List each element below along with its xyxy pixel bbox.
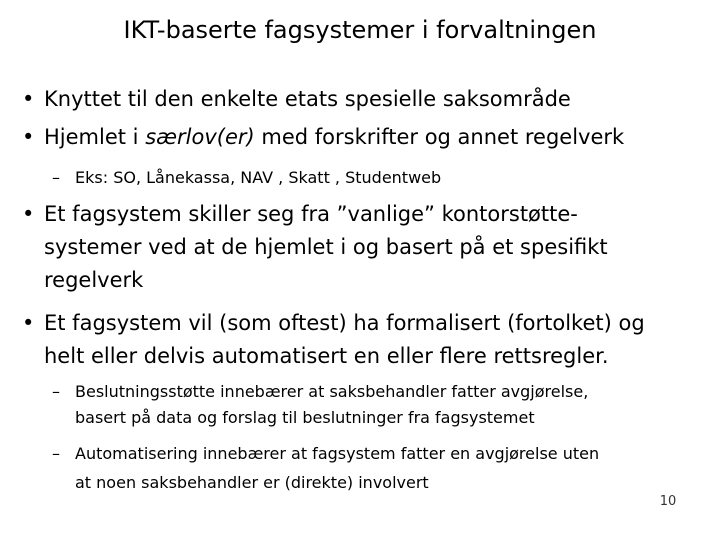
bullet-text-after: med forskrifter og annet regelverk [254, 125, 625, 149]
dash-icon: – [52, 168, 60, 187]
bullet-text-line: regelverk [44, 268, 144, 292]
bullet-text-before: Hjemlet i [44, 125, 146, 149]
bullet-icon: • [22, 87, 35, 111]
page-number: 10 [659, 494, 677, 509]
bullet-icon: • [22, 125, 35, 149]
sub-bullet-text-line: at noen saksbehandler er (direkte) involvert [75, 473, 429, 492]
bullet-text: Knyttet til den enkelte etats spesielle saksområde [44, 87, 571, 111]
sub-bullet-text: Eks: SO, Lånekassa, NAV , Skatt , Studentweb [75, 168, 442, 187]
bullet-text-line: helt eller delvis automatisert en eller flere rettsregler. [44, 344, 609, 368]
sub-bullet-text-line: Beslutningsstøtte innebærer at saksbehandler fatter avgjørelse, [75, 382, 589, 401]
dash-icon: – [52, 382, 60, 401]
bullet-text [44, 122, 624, 152]
bullet-icon: • [22, 202, 35, 226]
dash-icon: – [52, 444, 60, 463]
sub-bullet-text-line: basert på data og forslag til beslutninger fra fagsystemet [75, 408, 535, 427]
bullet-text-line: systemer ved at de hjemlet i og basert på et spesifikt [44, 235, 608, 259]
bullet-text-line: Et fagsystem vil (som oftest) ha formalisert (fortolket) og [44, 311, 645, 335]
bullet-text-line: Et fagsystem skiller seg fra ”vanlige” kontorstøtte- [44, 202, 578, 226]
bullet-icon: • [22, 311, 35, 335]
slide-title: IKT-baserte fagsystemer i forvaltningen [123, 16, 597, 44]
sub-bullet-text-line: Automatisering innebærer at fagsystem fatter en avgjørelse uten [75, 444, 600, 463]
bullet-text-italic: særlov(er) [145, 125, 255, 149]
